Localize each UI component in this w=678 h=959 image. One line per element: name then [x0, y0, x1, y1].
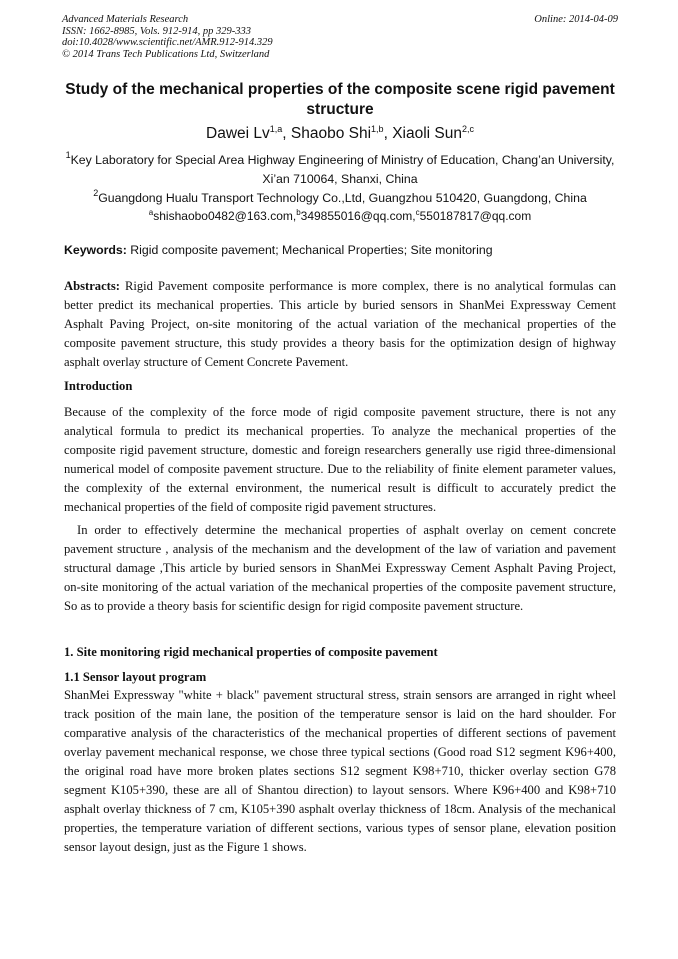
introduction-paragraph-2: In order to effectively determine the mechanical properties of asphalt overlay on cement concrete pavement structure , analysis of the mechanism and the development of the law of variation and pavement structural damage ,This article by buried sensors in ShanMei Expressway Cement Asphalt Paving Project, on-site monitoring of the actual variation of the mechanical properties of the composite pavement structure, So as to provide a theory basis for scientific design for rigid composite pavement structure.: [64, 523, 616, 613]
section-1-1-heading: 1.1 Sensor layout program: [64, 670, 207, 684]
email-link[interactable]: 550187817@qq.com: [419, 209, 532, 223]
email-link[interactable]: 349855016@qq.com,: [300, 209, 416, 223]
introduction-paragraph-1: Because of the complexity of the force mode of rigid composite pavement structure, there is not any analytical formula to predict its mechanical properties. To analyze the mechanical properties of the composite rigid pavement structure, domestic and foreign researchers generally use rigid three-dimensional numerical model of composite pavement structure. Due to the reliability of finite element parameter values, the complexity of the external environment, the numerical result is difficult to accurately predict the mechanical properties of the field of composite rigid pavement structures.: [64, 405, 616, 514]
author-name: Xiaoli Sun: [392, 125, 462, 142]
author-name: Dawei Lv: [206, 125, 270, 142]
section-1-1-paragraph: ShanMei Expressway "white + black" pavement structural stress, strain sensors are arranged in right wheel track position of the main lane, the position of the temperature sensor is laid on the hard shoulder. For comparative analysis of the characteristics of the mechanical properties of different sections of pavement overlay pavement mechanical response, we chose three typical sections (Good road S12 segment K96+400, the original road have more broken plates sections S12 segment K98+710, thicker overlay section G78 segment K105+390, these are all of Shantou direction) to layout sensors. Where K96+400 and K98+710 asphalt overlay thickness of 7 cm, K105+390 asphalt overlay thickness of 18cm. Analysis of the mechanical properties, the temperature variation of different sections, various types of sensor plane, elevation position sensor layout design, just as the Figure 1 shows.: [64, 688, 616, 854]
journal-doi: doi:10.4028/www.scientific.net/AMR.912-914.329: [62, 37, 273, 48]
keywords: [64, 241, 620, 259]
affiliation-sup: 2: [93, 188, 99, 198]
affiliation-text: Guangdong Hualu Transport Technology Co.,Ltd, Guangzhou 510420, Guangdong, China: [98, 191, 587, 205]
affiliation-text: Key Laboratory for Special Area Highway Engineering of Ministry of Education, Chang’an University, Xi’an 710064, Shanxi, China: [70, 153, 615, 186]
journal-copyright: © 2014 Trans Tech Publications Ltd, Switzerland: [62, 48, 270, 60]
affiliation-sup: 1: [65, 150, 71, 160]
author-list: Dawei Lv$^{1,a}$, Shaobo Shi$^{1,b}$, Xiaoli Sun$^{2,c}$: [206, 124, 474, 142]
author-sup: 1,a: [269, 124, 283, 134]
abstract: [64, 277, 616, 372]
online-date: Online: 2014-04-09: [534, 14, 618, 25]
email-sup: b: [296, 208, 301, 217]
email-sup: c: [415, 208, 420, 217]
affiliation-1: [64, 151, 616, 189]
journal-name: Advanced Materials Research: [62, 14, 189, 25]
author-sup: 2,c: [461, 124, 474, 134]
introduction-heading: Introduction: [64, 379, 133, 393]
author-sup: 1,b: [371, 124, 384, 134]
section-1-heading: 1. Site monitoring rigid mechanical properties of composite pavement: [64, 645, 438, 659]
abstract-label: Abstracts:: [64, 279, 120, 293]
affiliation-2: [64, 189, 616, 208]
keywords-label: Keywords:: [64, 243, 127, 257]
keywords-text: Rigid composite pavement; Mechanical Properties; Site monitoring: [130, 243, 493, 257]
journal-header: [62, 14, 618, 60]
author-name: Shaobo Shi: [290, 125, 372, 142]
email-link[interactable]: shishaobo0482@163.com,: [153, 209, 297, 223]
author-emails: [64, 207, 616, 226]
abstract-text: Rigid Pavement composite performance is more complex, there is no analytical formulas can better predict its mechanical properties. This article by buried sensors in ShanMei Expressway Cement Asphalt Paving Project, on-site monitoring of the actual variation of the mechanical properties of the composite pavement structure, this study provides a theory basis for the optimization design of highway asphalt overlay structure of Cement Concrete Pavement.: [64, 279, 616, 369]
paper-title: Study of the mechanical properties of the composite scene rigid pavement structure: [65, 81, 615, 118]
email-sup: a: [148, 208, 154, 217]
journal-issn: ISSN: 1662-8985, Vols. 912-914, pp 329-333: [62, 25, 251, 37]
